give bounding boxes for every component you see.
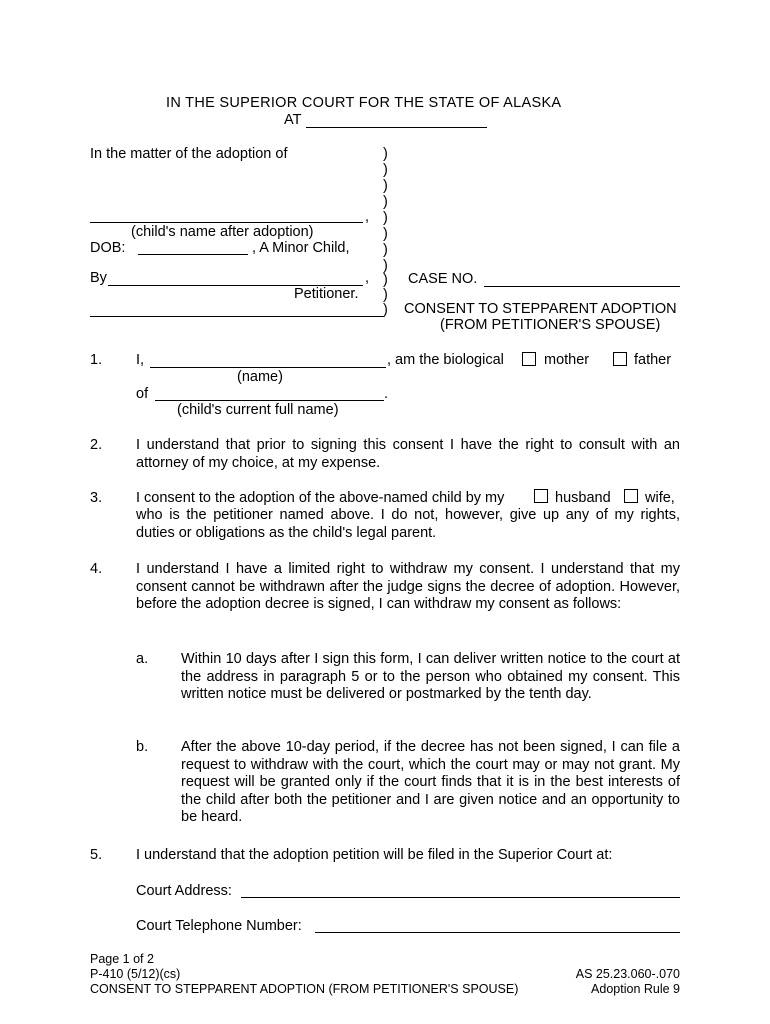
p3-text-before: I consent to the adoption of the above-named child by my [136, 490, 505, 506]
p2-text: I understand that prior to signing this consent I have the right to consult with an attorney of my choice, at my expense. [136, 437, 680, 471]
footer-page: Page 1 of 2 [90, 952, 154, 966]
matter-text: In the matter of the adoption of [90, 146, 288, 162]
mother-checkbox[interactable] [522, 352, 536, 366]
father-label: father [634, 352, 672, 368]
footer-form-no: P-410 (5/12)(cs) [90, 967, 181, 981]
p3-text-after: who is the petitioner named above. I do not, however, give up any of my rights, duties or obligations as the child's legal parent. [136, 507, 680, 541]
child-current-name-field[interactable] [155, 400, 384, 401]
p1-number: 1. [90, 352, 103, 368]
caption-bottom-line [90, 316, 384, 317]
caption-paren: ) [383, 226, 388, 242]
p1-of-label: of [136, 386, 149, 402]
wife-label: wife, [645, 490, 675, 506]
p1-child-name-caption: (child's current full name) [177, 402, 339, 418]
footer-rule: Adoption Rule 9 [591, 982, 680, 996]
parent-name-field[interactable] [150, 367, 386, 368]
footer-statute: AS 25.23.060-.070 [575, 967, 680, 981]
by-label: By [90, 270, 107, 286]
dob-label: DOB: [90, 240, 126, 256]
husband-checkbox[interactable] [534, 489, 548, 503]
p1-i-label: I, [136, 352, 145, 368]
court-phone-label: Court Telephone Number: [136, 918, 302, 934]
caption-paren: ) [383, 287, 388, 303]
p4b-text: After the above 10-day period, if the decree has not been signed, I can file a request to withdraw with the court, which the court may or may not grant. My request will be granted only if the court finds that it is in the best interests of the child after both the petitioner and I are given notice and an opportunity to be heard. [181, 739, 680, 825]
father-checkbox[interactable] [613, 352, 627, 366]
caption-paren: ) [383, 242, 388, 258]
husband-label: husband [555, 490, 611, 506]
minor-child-text: , A Minor Child, [252, 240, 350, 256]
at-location-field[interactable] [306, 127, 487, 128]
caption-paren: ) [383, 162, 388, 178]
caption-paren: ) [383, 272, 388, 288]
p4-number: 4. [90, 561, 103, 577]
wife-checkbox[interactable] [624, 489, 638, 503]
p4a-text: Within 10 days after I sign this form, I can deliver written notice to the court at the address in paragraph 5 or to the person who obtained my consent. This written notice must be delivered or postmarked by the tenth day. [181, 651, 680, 702]
court-address-label: Court Address: [136, 883, 232, 899]
p5-number: 5. [90, 847, 103, 863]
caption-paren: ) [383, 194, 388, 210]
court-title: IN THE SUPERIOR COURT FOR THE STATE OF ALASKA [166, 95, 562, 111]
caption-paren: ) [383, 210, 388, 226]
court-address-field[interactable] [241, 897, 680, 898]
dob-field[interactable] [138, 254, 248, 255]
p2-number: 2. [90, 437, 103, 453]
child-name-field[interactable] [90, 222, 363, 223]
p1-period: . [384, 386, 389, 402]
child-name-caption: (child's name after adoption) [131, 224, 314, 240]
mother-label: mother [544, 352, 590, 368]
doc-title-line2: (FROM PETITIONER'S SPOUSE) [440, 317, 661, 333]
p1-biological-text: , am the biological [387, 352, 504, 368]
petitioner-comma: , [365, 270, 370, 286]
doc-title-line1: CONSENT TO STEPPARENT ADOPTION [404, 301, 677, 317]
p4a-label: a. [136, 651, 149, 667]
case-no-field[interactable] [484, 286, 680, 287]
p4-text: I understand I have a limited right to withdraw my consent. I understand that my consent cannot be withdrawn after the judge signs the decree of adoption. However, before the adoption decree is signed, I can withdraw my consent as follows: [136, 561, 680, 612]
caption-paren: ) [383, 258, 388, 274]
caption-paren: ) [383, 178, 388, 194]
petitioner-label: Petitioner. [294, 286, 359, 302]
child-name-comma: , [365, 209, 370, 225]
p4b-label: b. [136, 739, 149, 755]
footer-form-title: CONSENT TO STEPPARENT ADOPTION (FROM PETITIONER'S SPOUSE) [90, 982, 519, 996]
caption-paren: ) [383, 146, 388, 162]
case-no-label: CASE NO. [408, 271, 478, 287]
p1-name-caption: (name) [237, 369, 283, 385]
caption-paren: ) [383, 302, 388, 318]
p3-number: 3. [90, 490, 103, 506]
at-label: AT [284, 112, 302, 128]
court-phone-field[interactable] [315, 932, 680, 933]
p5-text: I understand that the adoption petition will be filed in the Superior Court at: [136, 847, 613, 863]
